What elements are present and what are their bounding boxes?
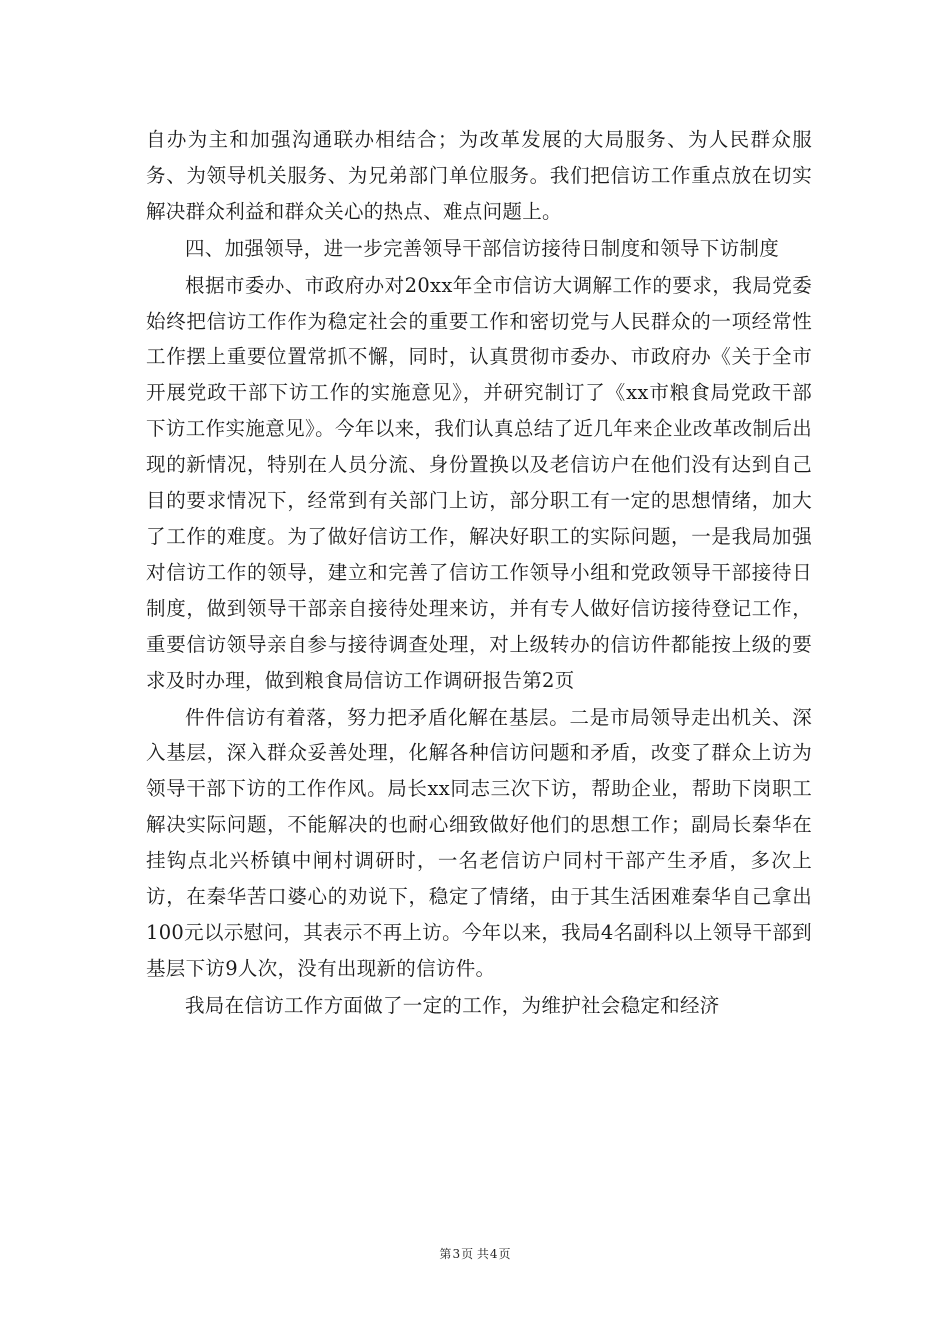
paragraph-closing-summary: 我局在信访工作方面做了一定的工作，为维护社会稳定和经济 bbox=[185, 993, 720, 1017]
paragraph-continued-from-previous-page: 自办为主和加强沟通联办相结合；为改革发展的大局服务、为人民群众服务、为领导机关服务、为兄弟部门单位服务。我们把信访工作重点放在切实解决群众利益和群众关心的热点、难点问题上。 bbox=[146, 128, 812, 223]
document-body bbox=[146, 122, 812, 1024]
footer-suffix: 页 bbox=[498, 1247, 511, 1261]
page-footer bbox=[0, 1246, 950, 1262]
paragraph-leaders-visit-grassroots: 件件信访有着落，努力把矛盾化解在基层。二是市局领导走出机关、深入基层，深入群众妥善处理，化解各种信访问题和矛盾，改变了群众上访为领导干部下访的工作作风。局长xx同志三次下访，帮助企业，帮助下岗职工解决实际问题，不能解决的也耐心细致做好他们的思想工作；副局长秦华在挂钩点北兴桥镇中闸村调研时，一名老信访户同村干部产生矛盾，多次上访，在秦华苦口婆心的劝说下，稳定了情绪，由于其生活困难秦华自己拿出100元以示慰问，其表示不再上访。今年以来，我局4名副科以上领导干部到基层下访9人次，没有出现新的信访件。 bbox=[146, 705, 812, 980]
footer-middle: 页 共 bbox=[461, 1247, 489, 1261]
section-heading-four: 四、加强领导，进一步完善领导干部信访接待日制度和领导下访制度 bbox=[185, 236, 780, 260]
total-page-count: 4 bbox=[489, 1247, 498, 1261]
footer-prefix: 第 bbox=[439, 1247, 452, 1261]
paragraph-leadership-reception: 根据市委办、市政府办对20xx年全市信访大调解工作的要求，我局党委始终把信访工作作为稳定社会的重要工作和密切党与人民群众的一项经常性工作摆上重要位置常抓不懈，同时，认真贯彻市委办、市政府办《关于全市开展党政干部下访工作的实施意见》，并研究制订了《xx市粮食局党政干部下访工作实施意见》。今年以来，我们认真总结了近几年来企业改革改制后出现的新情况，特别在人员分流、身份置换以及老信访户在他们没有达到自己目的要求情况下，经常到有关部门上访，部分职工有一定的思想情绪，加大了工作的难度。为了做好信访工作，解决好职工的实际问题，一是我局加强对信访工作的领导，建立和完善了信访工作领导小组和党政领导干部接待日制度，做到领导干部亲自接待处理来访，并有专人做好信访接待登记工作，重要信访领导亲自参与接待调查处理，对上级转办的信访件都能按上级的要求及时办理，做到粮食局信访工作调研报告第2页 bbox=[146, 273, 812, 692]
current-page-number: 3 bbox=[452, 1247, 461, 1261]
